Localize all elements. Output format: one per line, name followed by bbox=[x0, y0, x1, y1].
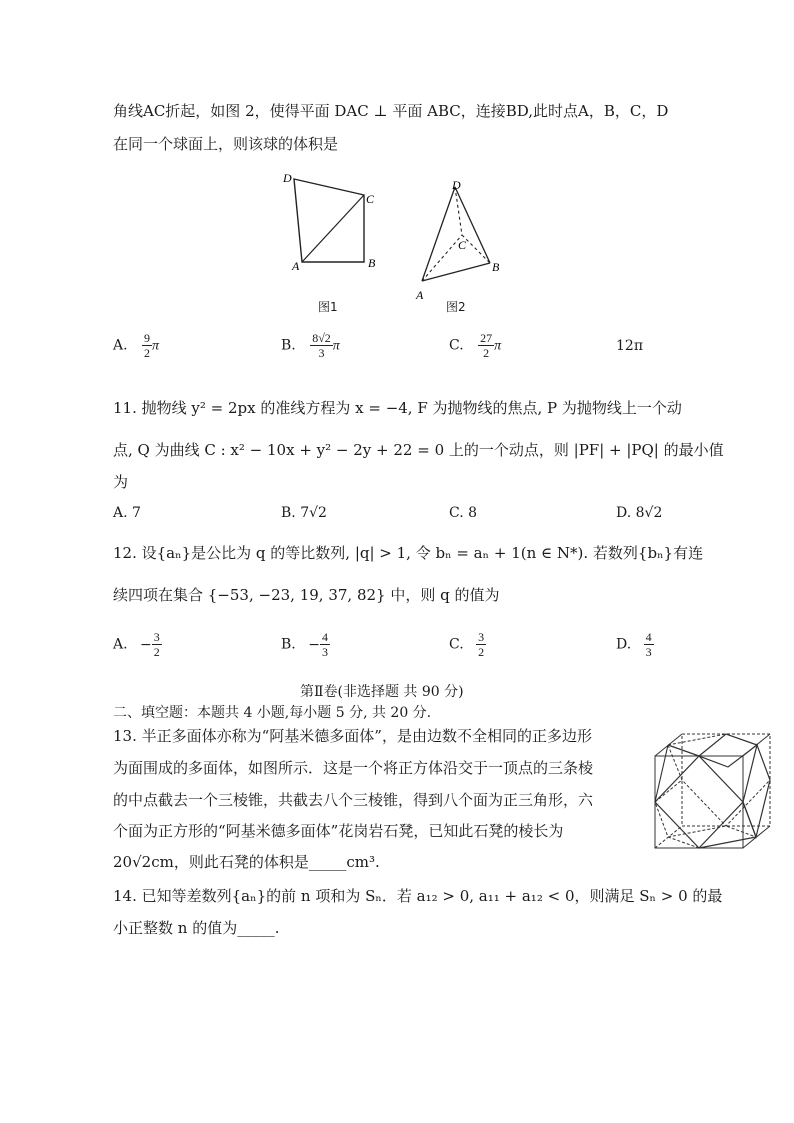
q12-option-a-num: 3 bbox=[153, 630, 160, 644]
fig1-diagonal-ac bbox=[302, 195, 364, 262]
q10-option-b-label: B. bbox=[281, 337, 296, 354]
q12-option-b-label: B. bbox=[281, 636, 296, 653]
q10-option-a-frac bbox=[142, 331, 152, 360]
fig2-caption: 图2 bbox=[446, 300, 466, 314]
top-square-face bbox=[699, 734, 757, 767]
q12-option-b-den: 3 bbox=[321, 645, 328, 659]
figure-2 bbox=[410, 175, 510, 310]
q12-line2: 续四项在集合 {−53, −23, 19, 37, 82} 中，则 q 的值为 bbox=[113, 586, 500, 604]
q10-option-d-label: 12π bbox=[616, 338, 644, 354]
q10-option-a-num: 9 bbox=[144, 331, 151, 345]
fig2-edge-ac bbox=[422, 235, 462, 281]
q10-option-a[interactable] bbox=[113, 331, 159, 360]
q10-option-a-den: 2 bbox=[144, 346, 151, 360]
q12-option-d[interactable] bbox=[616, 630, 654, 659]
q13-line3: 的中点截去一个三棱锥，共截去八个三棱锥，得到八个面为正三角形，六 bbox=[113, 791, 594, 809]
q12-option-a-sign: − bbox=[140, 636, 152, 653]
q10-line1: 角线AC折起，如图 2，使得平面 DAC ⊥ 平面 ABC，连接BD,此时点A，B，C，D bbox=[113, 102, 669, 120]
q11-option-a[interactable]: A. 7 bbox=[113, 505, 141, 521]
fig1-label-b: B bbox=[368, 256, 376, 270]
q12-option-c-label: C. bbox=[449, 636, 464, 653]
q14-line2: 小正整数 n 的值为_____. bbox=[113, 919, 280, 937]
q10-option-b-num: 8√2 bbox=[312, 331, 331, 345]
q12-option-b-frac bbox=[320, 630, 330, 659]
q13-line5: 20√2cm，则此石凳的体积是_____cm³. bbox=[113, 853, 380, 871]
q11-line2: 点, Q 为曲线 C : x² − 10x + y² − 2y + 22 = 0 上的一个动点，则 |PF| + |PQ| 的最小值 bbox=[113, 441, 724, 459]
q10-line2: 在同一个球面上，则该球的体积是 bbox=[113, 135, 339, 153]
fig2-edge-cb bbox=[462, 235, 490, 263]
q12-option-a-den: 2 bbox=[153, 645, 160, 659]
fig2-edge-da bbox=[422, 187, 455, 281]
q12-option-c-frac bbox=[476, 630, 486, 659]
fig2-label-b: B bbox=[492, 260, 500, 274]
fig1-quadrilateral bbox=[294, 179, 364, 262]
top-edge-back bbox=[668, 734, 726, 745]
fig1-label-d: D bbox=[283, 171, 292, 185]
left-edge-upper bbox=[655, 745, 668, 802]
q10-option-b-den: 3 bbox=[318, 346, 325, 360]
figure-1 bbox=[280, 165, 390, 315]
front-square-face bbox=[655, 756, 743, 848]
q12-option-d-num: 4 bbox=[645, 630, 652, 644]
right-edge-lower bbox=[743, 802, 756, 837]
q12-line1: 12. 设{aₙ}是公比为 q 的等比数列, |q| > 1, 令 bₙ = aₙ + 1(n ∈ N*). 若数列{bₙ}有连 bbox=[113, 544, 704, 562]
q12-option-c-num: 3 bbox=[478, 630, 485, 644]
q10-option-c-den: 2 bbox=[483, 346, 490, 360]
q12-option-c[interactable] bbox=[449, 630, 486, 659]
cuboctahedron-figure bbox=[650, 726, 775, 856]
fig2-label-c: C bbox=[458, 238, 467, 252]
q12-option-a[interactable] bbox=[113, 630, 162, 659]
q10-option-c-label: C. bbox=[449, 337, 464, 354]
q10-option-c[interactable] bbox=[449, 331, 501, 360]
fig1-label-a: A bbox=[292, 259, 300, 273]
q10-option-a-label: A. bbox=[113, 337, 128, 354]
q12-option-a-frac bbox=[152, 630, 162, 659]
q10-option-c-num: 27 bbox=[480, 331, 493, 345]
fig2-label-a: A bbox=[416, 288, 424, 302]
q10-option-d[interactable] bbox=[616, 338, 643, 354]
q11-line3: 为 bbox=[113, 473, 129, 491]
q11-option-c[interactable]: C. 8 bbox=[449, 505, 478, 521]
fig2-edge-ab bbox=[422, 263, 490, 281]
q12-option-a-label: A. bbox=[113, 636, 128, 653]
right-square-face bbox=[743, 745, 770, 837]
q13-line4: 个面为正方形的“阿基米德多面体”花岗岩石凳，已知此石凳的棱长为 bbox=[113, 822, 564, 840]
q14-line1: 14. 已知等差数列{aₙ}的前 n 项和为 Sₙ．若 a₁₂ > 0, a₁₁ + a₁₂ < 0，则满足 Sₙ > 0 的最 bbox=[113, 887, 723, 905]
q10-option-a-tail: π bbox=[152, 338, 160, 354]
q12-option-c-den: 2 bbox=[478, 645, 485, 659]
q10-option-b-frac bbox=[310, 331, 333, 360]
q13-line1: 13. 半正多面体亦称为“阿基米德多面体”，是由边数不全相同的正多边形 bbox=[113, 727, 592, 745]
fig1-label-c: C bbox=[366, 192, 375, 206]
top-edge-left bbox=[668, 745, 699, 756]
fig2-label-d: D bbox=[452, 178, 461, 192]
q12-option-b-num: 4 bbox=[321, 630, 328, 644]
q12-option-d-label: D. bbox=[616, 636, 632, 653]
fig1-caption: 图1 bbox=[318, 300, 338, 314]
q11-option-d[interactable]: D. 8√2 bbox=[616, 505, 663, 521]
q13-line2: 为面围成的多面体，如图所示．这是一个将正方体沿交于一顶点的三条棱 bbox=[113, 759, 594, 777]
q12-option-b[interactable] bbox=[281, 630, 330, 659]
cube-front-face bbox=[655, 756, 743, 848]
q10-option-b[interactable] bbox=[281, 331, 340, 360]
q10-option-c-frac bbox=[478, 331, 494, 360]
q12-option-b-sign: − bbox=[308, 636, 320, 653]
q12-option-d-frac bbox=[644, 630, 654, 659]
q10-option-c-tail: π bbox=[494, 338, 502, 354]
q11-line1: 11. 抛物线 y² = 2px 的准线方程为 x = −4, F 为抛物线的焦点, P 为抛物线上一个动 bbox=[113, 399, 682, 417]
part2-title: 第Ⅱ卷(非选择题 共 90 分) bbox=[300, 684, 464, 700]
q12-option-d-den: 3 bbox=[645, 645, 652, 659]
q10-option-b-tail: π bbox=[332, 338, 340, 354]
hidden-edges-back bbox=[668, 745, 770, 826]
section-title: 二、填空题：本题共 4 小题,每小题 5 分, 共 20 分. bbox=[113, 705, 432, 721]
q11-option-b[interactable]: B. 7√2 bbox=[281, 505, 327, 521]
